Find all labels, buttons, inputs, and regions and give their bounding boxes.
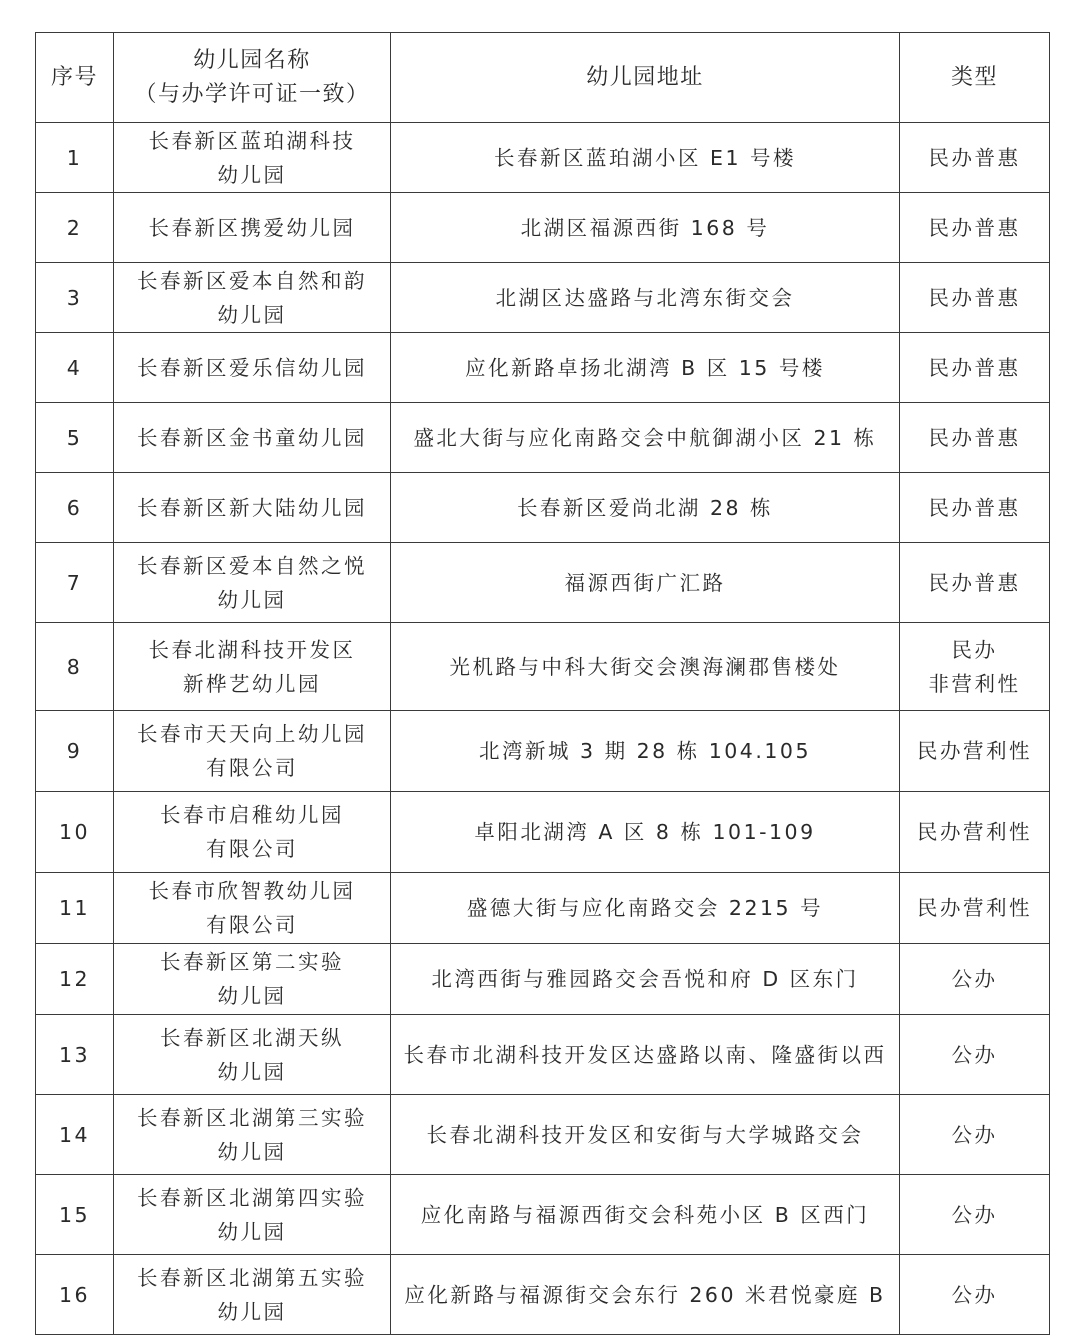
table-row bbox=[36, 543, 1050, 623]
row-name: 长春新区北湖天纵 幼儿园 bbox=[114, 1015, 391, 1095]
row-no: 15 bbox=[36, 1175, 114, 1255]
row-type: 公办 bbox=[900, 1255, 1050, 1335]
table-row bbox=[36, 711, 1050, 792]
row-type: 公办 bbox=[900, 1175, 1050, 1255]
table-row bbox=[36, 123, 1050, 193]
row-type: 民办营利性 bbox=[900, 792, 1050, 873]
table-row bbox=[36, 944, 1050, 1015]
row-name: 长春新区北湖第五实验 幼儿园 bbox=[114, 1255, 391, 1335]
row-no: 4 bbox=[36, 333, 114, 403]
row-address: 北湾新城 3 期 28 栋 104.105 bbox=[391, 711, 900, 792]
row-address: 长春市北湖科技开发区达盛路以南、隆盛街以西 bbox=[391, 1015, 900, 1095]
table-row bbox=[36, 333, 1050, 403]
row-name: 长春新区北湖第四实验 幼儿园 bbox=[114, 1175, 391, 1255]
table-row bbox=[36, 1175, 1050, 1255]
row-type: 民办普惠 bbox=[900, 193, 1050, 263]
table-row bbox=[36, 473, 1050, 543]
header-name: 幼儿园名称 （与办学许可证一致） bbox=[114, 33, 391, 123]
row-no: 7 bbox=[36, 543, 114, 623]
row-address: 长春北湖科技开发区和安街与大学城路交会 bbox=[391, 1095, 900, 1175]
row-address: 福源西街广汇路 bbox=[391, 543, 900, 623]
row-no: 2 bbox=[36, 193, 114, 263]
row-address: 长春新区爱尚北湖 28 栋 bbox=[391, 473, 900, 543]
row-no: 12 bbox=[36, 944, 114, 1015]
table-row bbox=[36, 1015, 1050, 1095]
row-name: 长春新区第二实验 幼儿园 bbox=[114, 944, 391, 1015]
row-address: 北湾西街与雅园路交会吾悦和府 D 区东门 bbox=[391, 944, 900, 1015]
header-no: 序号 bbox=[36, 33, 114, 123]
table-row bbox=[36, 792, 1050, 873]
row-address: 盛北大街与应化南路交会中航御湖小区 21 栋 bbox=[391, 403, 900, 473]
table-row bbox=[36, 623, 1050, 711]
row-type: 民办普惠 bbox=[900, 473, 1050, 543]
row-no: 3 bbox=[36, 263, 114, 333]
row-name: 长春新区新大陆幼儿园 bbox=[114, 473, 391, 543]
row-name: 长春新区北湖第三实验 幼儿园 bbox=[114, 1095, 391, 1175]
row-type: 民办普惠 bbox=[900, 543, 1050, 623]
table-row bbox=[36, 263, 1050, 333]
row-no: 10 bbox=[36, 792, 114, 873]
table-row bbox=[36, 193, 1050, 263]
row-name: 长春新区金书童幼儿园 bbox=[114, 403, 391, 473]
row-address: 北湖区达盛路与北湾东街交会 bbox=[391, 263, 900, 333]
row-name: 长春市启稚幼儿园 有限公司 bbox=[114, 792, 391, 873]
row-no: 1 bbox=[36, 123, 114, 193]
row-address: 光机路与中科大街交会澳海澜郡售楼处 bbox=[391, 623, 900, 711]
header-type: 类型 bbox=[900, 33, 1050, 123]
kindergarten-table bbox=[35, 32, 1050, 1335]
row-name: 长春新区爱本自然之悦 幼儿园 bbox=[114, 543, 391, 623]
row-name: 长春北湖科技开发区 新桦艺幼儿园 bbox=[114, 623, 391, 711]
table-row bbox=[36, 873, 1050, 944]
row-address: 北湖区福源西街 168 号 bbox=[391, 193, 900, 263]
row-name: 长春新区爱本自然和韵 幼儿园 bbox=[114, 263, 391, 333]
row-type: 公办 bbox=[900, 1015, 1050, 1095]
table-row bbox=[36, 1255, 1050, 1335]
row-no: 8 bbox=[36, 623, 114, 711]
row-no: 5 bbox=[36, 403, 114, 473]
row-type: 公办 bbox=[900, 944, 1050, 1015]
row-no: 14 bbox=[36, 1095, 114, 1175]
row-type: 民办普惠 bbox=[900, 263, 1050, 333]
row-type: 民办普惠 bbox=[900, 333, 1050, 403]
row-address: 卓阳北湖湾 A 区 8 栋 101-109 bbox=[391, 792, 900, 873]
row-no: 9 bbox=[36, 711, 114, 792]
row-address: 长春新区蓝珀湖小区 E1 号楼 bbox=[391, 123, 900, 193]
row-type: 民办 非营利性 bbox=[900, 623, 1050, 711]
header-row bbox=[36, 33, 1050, 123]
row-type: 民办普惠 bbox=[900, 123, 1050, 193]
row-no: 11 bbox=[36, 873, 114, 944]
row-name: 长春新区爱乐信幼儿园 bbox=[114, 333, 391, 403]
header-address: 幼儿园地址 bbox=[391, 33, 900, 123]
row-no: 13 bbox=[36, 1015, 114, 1095]
row-name: 长春市欣智教幼儿园 有限公司 bbox=[114, 873, 391, 944]
row-no: 16 bbox=[36, 1255, 114, 1335]
row-name: 长春新区蓝珀湖科技 幼儿园 bbox=[114, 123, 391, 193]
table-row bbox=[36, 403, 1050, 473]
table-row bbox=[36, 1095, 1050, 1175]
row-type: 民办营利性 bbox=[900, 711, 1050, 792]
row-type: 民办营利性 bbox=[900, 873, 1050, 944]
row-address: 应化新路与福源街交会东行 260 米君悦豪庭 B bbox=[391, 1255, 900, 1335]
row-address: 盛德大街与应化南路交会 2215 号 bbox=[391, 873, 900, 944]
row-name: 长春新区携爱幼儿园 bbox=[114, 193, 391, 263]
row-name: 长春市天天向上幼儿园 有限公司 bbox=[114, 711, 391, 792]
row-type: 公办 bbox=[900, 1095, 1050, 1175]
row-type: 民办普惠 bbox=[900, 403, 1050, 473]
row-address: 应化新路卓扬北湖湾 B 区 15 号楼 bbox=[391, 333, 900, 403]
row-address: 应化南路与福源西街交会科苑小区 B 区西门 bbox=[391, 1175, 900, 1255]
row-no: 6 bbox=[36, 473, 114, 543]
